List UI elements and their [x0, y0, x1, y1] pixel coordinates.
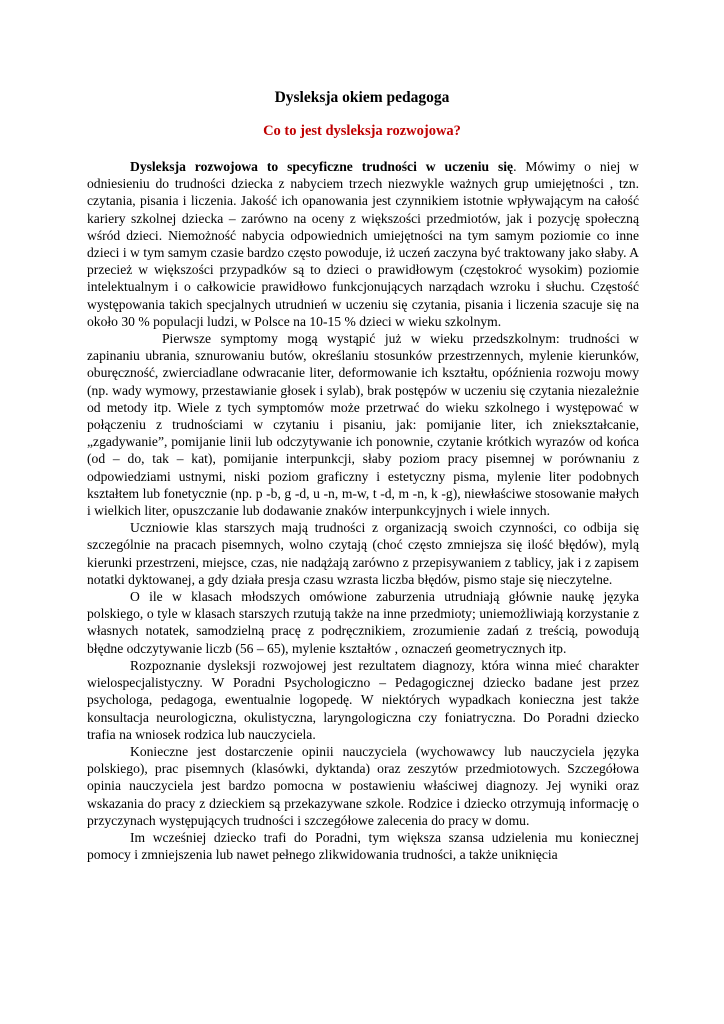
- paragraph-1-text: . Mówimy o niej w odniesieniu do trudności dziecka z nabyciem trzech niezwykle ważnych grup umiejętności , tzn. czytania, pisania i liczenia. Jakość ich opanowania jest czynnikiem istotnie wpływającym na całość kariery szkolnej dziecka – zarówno na oceny z większości przedmiotów, jak i pozycję społeczną wśród dzieci. Niemożność nabycia odpowiednich umiejętności na tym samym poziomie co inne dzieci i w tym samym czasie bardzo często powoduje, iż uczeń zaczyna być traktowany jako słaby. A przecież w większości przypadków są to dzieci o prawidłowym (częstokroć wysokim) poziomie intelektualnym i o całkowicie prawidłowo funkcjonujących narządach wzroku i słuchu. Częstość występowania takich specjalnych utrudnień w uczeniu się czytania, pisania i liczenia szacuje się na około 30 % populacji ludzi, w Polsce na 10-15 % dzieci w wieku szkolnym.: [87, 159, 640, 329]
- paragraph-7: Im wcześniej dziecko trafi do Poradni, tym większa szansa udzielenia mu koniecznej pomocy i zmniejszenia lub nawet pełnego zlikwidowania trudności, a także uniknięcia: [87, 829, 639, 863]
- paragraph-4: O ile w klasach młodszych omówione zaburzenia utrudniają głównie naukę języka polskiego, o tyle w klasach starszych rzutują także na inne przedmioty; uniemożliwiają korzystanie z własnych notatek, samodzielną pracę z podręcznikiem, zrozumienie zadań z treścią, powodują błędne odczytywanie liczb (56 – 65), mylenie kształtów , oznaczeń geometrycznych itp.: [87, 589, 639, 656]
- paragraph-6: Konieczne jest dostarczenie opinii nauczyciela (wychowawcy lub nauczyciela języka polskiego), prac pisemnych (klasówki, dyktanda) oraz zeszytów przedmiotowych. Szczegółowa opinia nauczyciela jest bardzo pomocna w postawieniu właściwej diagnozy. Jej wyniki oraz wskazania do pracy z dzieckiem są przekazywane szkole. Rodzice i dziecko otrzymują informację o przyczynach występujących trudności i szczegółowe zalecenia do pracy w domu.: [87, 743, 639, 828]
- paragraph-5: Rozpoznanie dysleksji rozwojowej jest rezultatem diagnozy, która winna mieć charakter wielospecjalistyczny. W Poradni Psychologiczno – Pedagogicznej dziecko badane jest przez psychologa, pedagoga, ewentualnie logopedę. W niektórych wypadkach konieczna jest także konsultacja neurologiczna, okulistyczna, laryngologiczna czy foniatryczna. Do Poradni dziecko trafia na wniosek rodzica lub nauczyciela.: [87, 657, 639, 742]
- paragraph-1: [87, 158, 639, 330]
- document-subtitle: Co to jest dysleksja rozwojowa?: [263, 123, 461, 139]
- paragraph-2: Pierwsze symptomy mogą wystąpić już w wieku przedszkolnym: trudności w zapinaniu ubrania, sznurowaniu butów, określaniu stosunków przestrzennych, mylenie kierunków, oburęczność, zwierciadlane odwracanie liter, deformowanie ich kształtu, opóźnienia rozwoju mowy (np. wady wymowy, przestawianie głosek i sylab), brak postępów w uczeniu się czytania niezależnie od metody itp. Wiele z tych symptomów może przetrwać do wieku szkolnego i występować w połączeniu z trudnościami w czytaniu i pisaniu, jak: pomijanie liter, ich zniekształcanie, „zgadywanie”, pomijanie linii lub odczytywanie ich ponownie, czytanie krótkich wyrazów od końca (od – do, tak – kat), pomijanie interpunkcji, słaby poziom pracy pisemnej w porównaniu z odpowiedziami ustnymi, niski poziom graficzny i estetyczny pisma, mylenie liter podobnych kształtem lub fonetycznie (np. p -b, g -d, u -n, m-w, t -d, m -n, k -g), niewłaściwe stosowanie małych i wielkich liter, opuszczanie lub dodawanie znaków interpunkcyjnych i wiele innych.: [87, 331, 639, 519]
- document-body: [87, 158, 639, 863]
- document-title: Dysleksja okiem pedagoga: [274, 89, 450, 106]
- paragraph-1-lead: Dysleksja rozwojowa to specyficzne trudności w uczeniu się: [130, 159, 514, 174]
- paragraph-3: Uczniowie klas starszych mają trudności z organizacją swoich czynności, co odbija się szczególnie na pracach pisemnych, wolno czytają (choć często zmniejsza się ilość błędów), mylą kierunki przestrzeni, miejsce, czas, nie nadążają zarówno z przepisywaniem z tablicy, jak i z zapisem notatki dyktowanej, a gdy działa presja czasu wzrasta liczba błędów, pismo staje się nieczytelne.: [87, 520, 639, 587]
